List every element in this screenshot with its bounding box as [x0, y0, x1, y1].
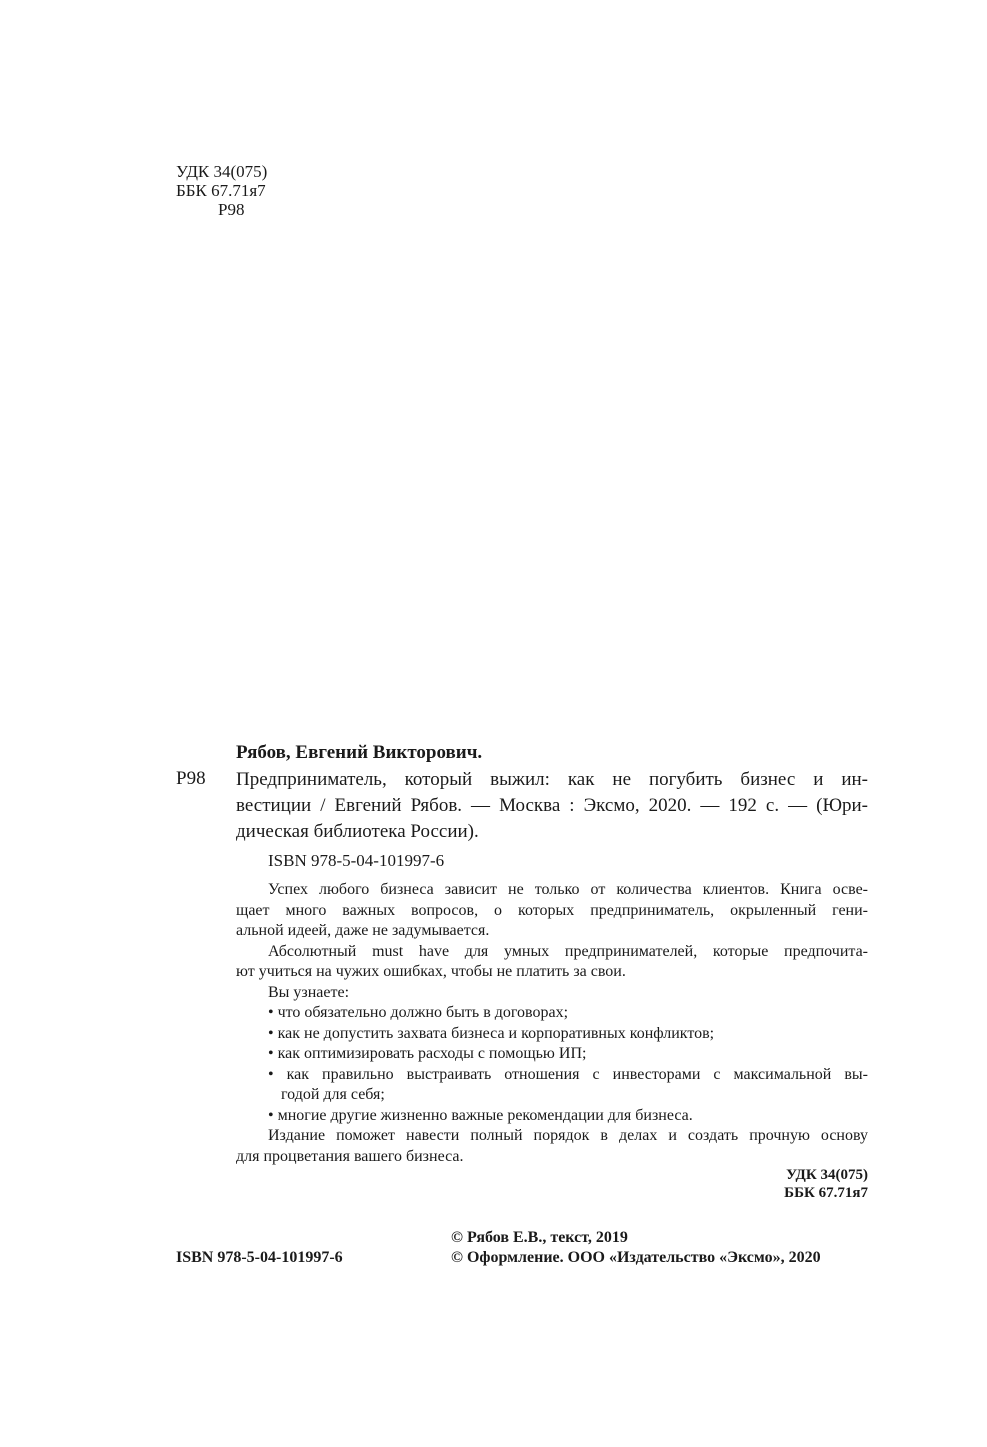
annotation-line: щает много важных вопросов, о которых предприниматель, окрыленный гени- — [236, 901, 868, 919]
copyright-text: © Рябов Е.В., текст, 2019 — [451, 1229, 628, 1246]
description-line: дическая библиотека России). — [236, 821, 479, 842]
copyright-design: © Оформление. ООО «Издательство «Эксмо», 2020 — [451, 1249, 821, 1266]
bullet-item: • многие другие жизненно важные рекомендации для бизнеса. — [268, 1106, 693, 1124]
annotation-line: альной идеей, даже не задумывается. — [236, 922, 490, 939]
bibliographic-description — [236, 767, 868, 845]
udk-code: УДК 34(075) — [786, 1167, 868, 1183]
isbn-bottom: ISBN 978-5-04-101997-6 — [176, 1249, 343, 1266]
author-heading: Рябов, Евгений Викторович. — [236, 742, 483, 763]
annotation-line: для процветания вашего бизнеса. — [236, 1147, 464, 1165]
bullet-item: • как оптимизировать расходы с помощью ИП; — [268, 1045, 587, 1062]
bullet-item: • что обязательно должно быть в договорах; — [268, 1004, 569, 1021]
annotation-line: ют учиться на чужих ошибках, чтобы не платить за свои. — [236, 963, 626, 980]
learn-intro: Вы узнаете: — [268, 983, 350, 1001]
annotation-line: Издание поможет навести полный порядок в делах и создать прочную основу — [268, 1127, 868, 1144]
annotation-line: Успех любого бизнеса зависит не только от количества клиентов. Книга осве- — [268, 881, 868, 898]
bullet-item-continuation: годой для себя; — [281, 1086, 385, 1103]
isbn-line: ISBN 978-5-04-101997-6 — [268, 851, 445, 870]
author-mark: Р98 — [218, 200, 245, 219]
description-line: вестиции / Евгений Рябов. — Москва : Эксмо, 2020. — 192 с. — (Юри- — [236, 795, 868, 816]
bbk-code: ББК 67.71я7 — [176, 181, 266, 200]
description-line: Предприниматель, который выжил: как не погубить бизнес и ин- — [236, 769, 868, 790]
classification-codes-top — [176, 162, 267, 219]
copyright-block — [451, 1228, 821, 1268]
author-mark-left: Р98 — [176, 768, 206, 789]
bullet-item: • как правильно выстраивать отношения с инвесторами с максимальной вы- — [268, 1065, 868, 1083]
annotation — [236, 880, 868, 1167]
bbk-code: ББК 67.71я7 — [784, 1185, 868, 1201]
udk-code: УДК 34(075) — [176, 162, 268, 181]
annotation-line: Абсолютный must have для умных предпринимателей, которые предпочита- — [268, 942, 868, 960]
classification-codes-bottom — [784, 1166, 868, 1202]
bullet-item: • как не допустить захвата бизнеса и корпоративных конфликтов; — [268, 1024, 715, 1042]
